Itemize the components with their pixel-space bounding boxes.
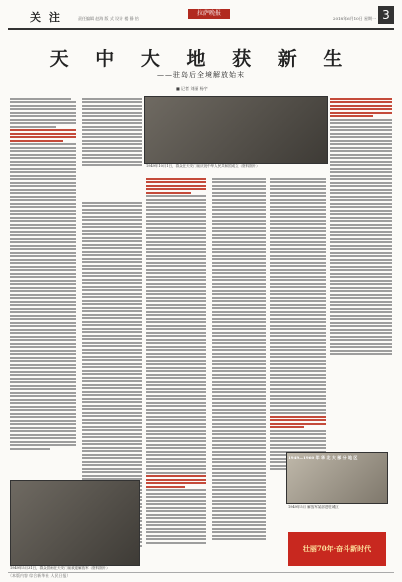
page-header — [8, 6, 394, 30]
photo-crowd-square — [144, 96, 328, 164]
page-footer: （本版内容 综合新华社 人民日报） — [8, 572, 394, 579]
photo-welcome-crowd — [10, 480, 140, 566]
date-meta: 2018年6月10日 星期一 — [332, 16, 376, 21]
text-column-5b — [270, 176, 326, 472]
photo-caption-left: 1949年5月31日，群众冒雨在天安门前欢迎解放军（资料图片） — [10, 566, 110, 570]
text-column-5a — [212, 176, 266, 542]
text-column-6 — [330, 96, 392, 357]
photo-right-title: 1949—1960 年 华 北 大 部 分 地 区 — [288, 455, 358, 460]
article-subtitle: ——驻岛后全境解放始末 — [157, 71, 245, 79]
anniversary-poster: 壮丽70年·奋斗新时代 — [288, 532, 386, 566]
edition-meta: 责任编辑 赵海 版 式 设计 楼 静 怡 — [78, 16, 139, 21]
masthead-logo: 拉萨晚报 — [188, 9, 230, 19]
photo-caption-mid: 1949年10月1日，群众在天安门前庆祝中华人民共和国成立（资料图片） — [146, 164, 260, 168]
section-label: 关 注 — [30, 11, 62, 24]
page-number: 3 — [378, 6, 394, 24]
article-byline: ■ 记者 刘丽 杨宇 — [176, 86, 208, 91]
article-title: 天 中 大 地 获 新 生 — [49, 48, 353, 70]
text-column-2 — [82, 96, 142, 168]
text-column-1 — [10, 96, 76, 451]
photo-right-caption: 1949年5月 解放军某部进驻城区 — [288, 505, 339, 509]
text-column-4 — [146, 176, 206, 545]
